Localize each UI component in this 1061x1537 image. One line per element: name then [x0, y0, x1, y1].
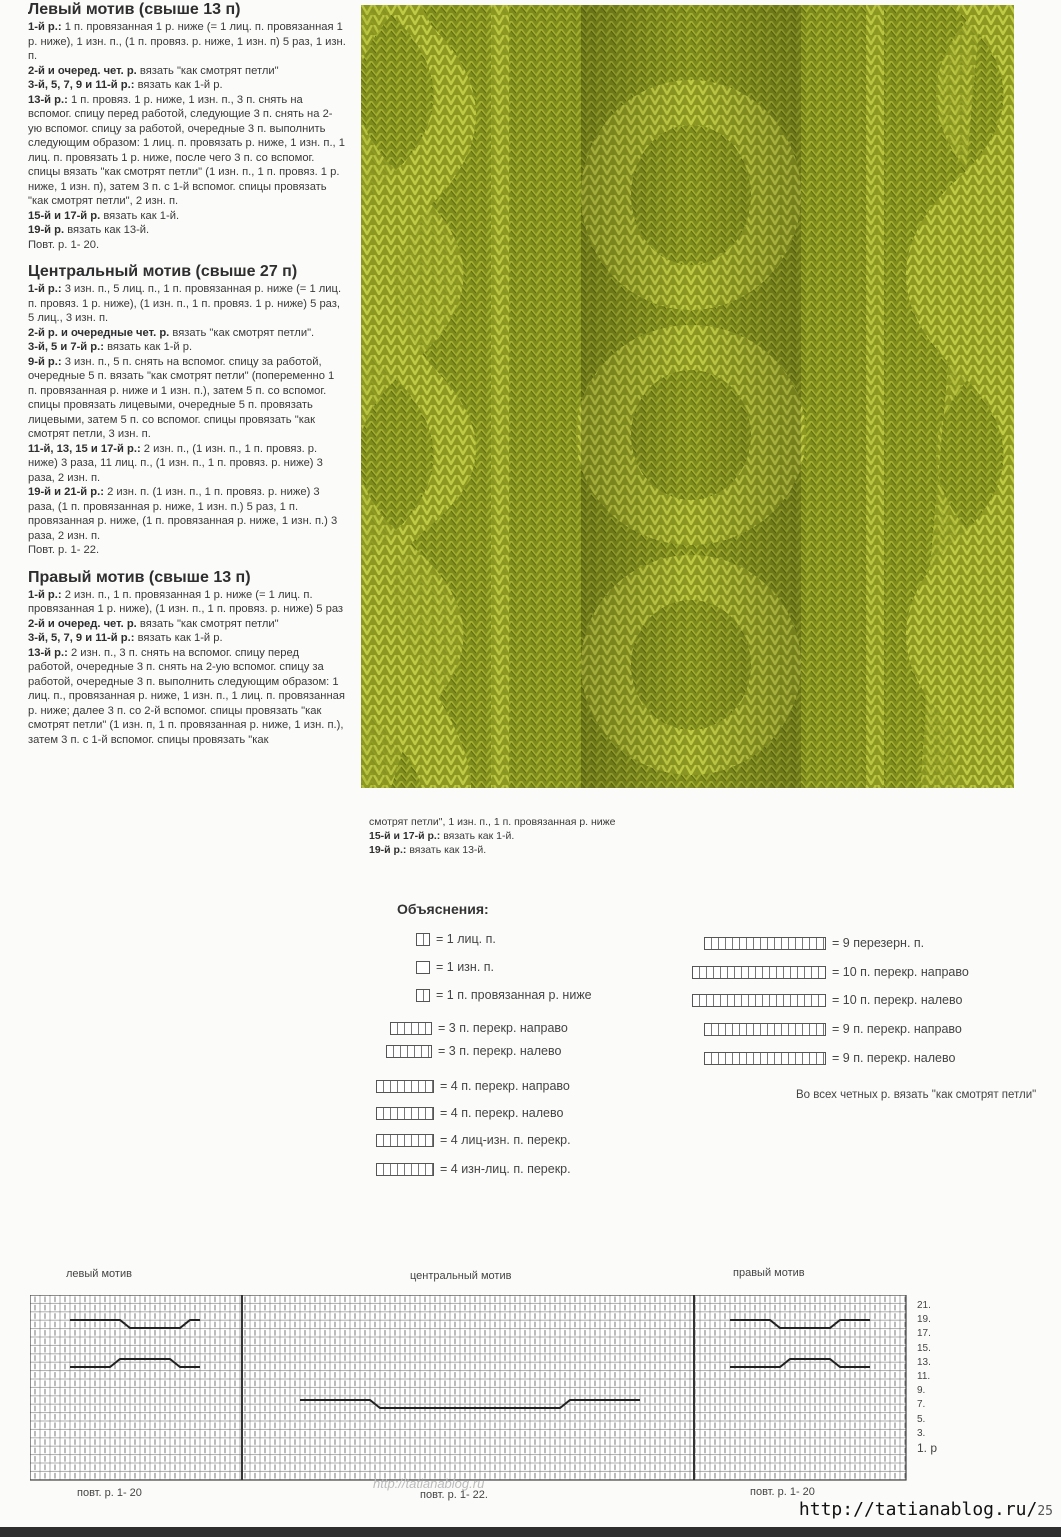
- legend-item: = 4 изн-лиц. п. перекр.: [376, 1162, 571, 1176]
- cable-9-cross-icon: [704, 937, 826, 950]
- cable-4-knit-purl-icon: [376, 1134, 434, 1147]
- instruction-row: 19-й р.: вязать как 13-й.: [369, 844, 487, 856]
- knit-stitch-icon: [416, 933, 430, 946]
- legend-item: = 4 п. перекр. направо: [376, 1079, 570, 1093]
- row-number: 11.: [917, 1371, 931, 1383]
- legend-item: = 3 п. перекр. направо: [390, 1021, 568, 1035]
- instruction-row: 15-й и 17-й р.: вязать как 1-й.: [369, 830, 515, 842]
- cable-4-purl-knit-icon: [376, 1163, 434, 1176]
- repeat-left: повт. р. 1- 20: [77, 1487, 142, 1499]
- instruction-row: 19-й и 21-й р.: 2 изн. п. (1 изн. п., 1 п. провяз. р. ниже) 3 раза, (1 п. провязанная р. ниже, 1 изн. п.) 5 раз, 1 п. провязанная р. ниже, (1 п. провязанная р. ниже, 1 изн. п.) 3 раза, 2 изн. п.: [28, 486, 338, 542]
- bottom-bar: [0, 1527, 1061, 1537]
- slipped-stitch-icon: [416, 989, 430, 1002]
- repeat-center: повт. р. 1- 22.: [420, 1489, 488, 1501]
- right-rib-column: [866, 5, 884, 788]
- cable-4-left-icon: [376, 1107, 434, 1120]
- knitting-sample-photo: [361, 5, 1014, 788]
- repeat-note: Повт. р. 1- 20.: [28, 238, 100, 251]
- right-motif-section: [28, 570, 346, 748]
- continuation-text: [369, 815, 669, 857]
- row-number: 15.: [917, 1342, 931, 1354]
- left-motif-section: [28, 2, 346, 252]
- row-number: 13.: [917, 1356, 931, 1368]
- instruction-row: 15-й и 17-й р. вязать как 1-й.: [28, 209, 180, 222]
- legend-item: = 9 п. перекр. направо: [704, 1022, 962, 1036]
- legend-item: = 9 перезерн. п.: [704, 936, 924, 950]
- instruction-row: 19-й р. вязать как 13-й.: [28, 224, 150, 236]
- legend-item: = 4 п. перекр. налево: [376, 1106, 563, 1120]
- instruction-row: 3-й, 5, 7, 9 и 11-й р.: вязать как 1-й р.: [28, 79, 223, 91]
- legend-item: = 10 п. перекр. направо: [692, 965, 969, 979]
- instruction-row: 2-й р. и очередные чет. р. вязать "как смотрят петли".: [28, 326, 315, 339]
- legend-item: = 4 лиц-изн. п. перекр.: [376, 1133, 571, 1147]
- row-number: 3.: [917, 1427, 926, 1439]
- instruction-row: 13-й р.: 2 изн. п., 3 п. снять на вспомог. спицу перед работой, очередные 3 п. снять на 2-ую вспомог. спицу за работой, очередные 3 п. выполнить следующим образом: 1 лиц. п., провязанная р. ниже, 1 изн. п., 1 лиц. п. провязанная р. ниже; далее 3 п. со 2-й вспомог. спицы провязать "как смотрят петли" (1 изн. п, 1 п. провязанная р. ниже, 1 изн. п.), затем 3 п. с 1-й вспомог. спицы провязать "как: [28, 646, 345, 746]
- instruction-row: 2-й и очеред. чет. р. вязать "как смотрят петли": [28, 64, 279, 77]
- left-rib-column: [491, 5, 509, 788]
- footer-url: http://tatianablog.ru/25: [798, 1499, 1053, 1520]
- left-motif-title: Левый мотив (свыше 13 п): [28, 1, 241, 18]
- instruction-row: 11-й, 13, 15 и 17-й р.: 2 изн. п., (1 изн. п., 1 п. провяз. р. ниже) 3 раза, 11 лиц. п., (1 изн. п., 1 п. провяз. р. ниже) 3 раза, 2 изн. п.: [28, 442, 323, 484]
- page-number: 25: [1037, 1504, 1053, 1519]
- purl-stitch-icon: [416, 961, 430, 974]
- row-number: 1. р: [917, 1441, 938, 1456]
- legend-item: = 3 п. перекр. налево: [386, 1044, 561, 1058]
- repeat-right: повт. р. 1- 20: [750, 1486, 815, 1498]
- legend-item: = 10 п. перекр. налево: [692, 993, 962, 1007]
- legend-item: = 1 изн. п.: [416, 960, 494, 974]
- instruction-row: 3-й, 5 и 7-й р.: вязать как 1-й р.: [28, 341, 193, 353]
- instruction-row: 13-й р.: 1 п. провяз. 1 р. ниже, 1 изн. п., 3 п. снять на вспомог. спицу перед работой, следующие 3 п. снять на 2-ую вспомог. спицу за работой, очередные 3 п. выполнить следующим образом: 1 лиц. п. провязать р. ниже, 1 изн. п., 1 лиц. п. провязать 1 р. ниже, после чего 3 п. со вспомог. спицы вязать "как смотрят петли" (1 изн. п., 1 п. провяз. 1 р. ниже, 1 изн. п), затем 3 п. с 1-й вспомог. спицы провязать "как смотрят петли", 2 изн. п.: [28, 93, 345, 207]
- central-motif-title: Центральный мотив (свыше 27 п): [28, 263, 298, 280]
- knitting-chart-grid: [30, 1295, 910, 1481]
- instruction-row: 2-й и очеред. чет. р. вязать "как смотрят петли": [28, 617, 279, 630]
- even-rows-note: Во всех четных р. вязать "как смотрят петли": [796, 1089, 1037, 1101]
- right-motif-title: Правый мотив (свыше 13 п): [28, 568, 251, 586]
- chart-label-left: левый мотив: [66, 1268, 132, 1280]
- row-number: 21.: [917, 1300, 931, 1311]
- cable-9-right-icon: [704, 1023, 826, 1036]
- cable-3-left-icon: [386, 1045, 432, 1058]
- cable-3-right-icon: [390, 1022, 432, 1035]
- central-motif-section: [28, 264, 346, 558]
- row-number: 9.: [917, 1385, 926, 1397]
- instruction-row: 1-й р.: 1 п. провязанная 1 р. ниже (= 1 лиц. п. провязанная 1 р. ниже), 1 изн. п., (1 п. провяз. р. ниже, 1 изн. п) 5 раз, 1 изн. п.: [28, 21, 346, 62]
- row-number: 5.: [917, 1413, 926, 1425]
- continuation-line: смотрят петли", 1 изн. п., 1 п. провязанная р. ниже: [369, 816, 616, 828]
- instruction-row: 9-й р.: 3 изн. п., 5 п. снять на вспомог. спицу за работой, очередные 5 п. вязать "как смотрят петли" (попеременно 1 п. провязанная р. ниже и 1 изн. п.), затем 5 п. со вспомог. спицы провязать лицевыми, очередные 5 п. провязать лицевыми, затем 5 п. со вспомог. спицы провязать "как смотрят петли, 3 изн. п.: [28, 355, 335, 440]
- cable-10-right-icon: [692, 966, 826, 979]
- repeat-note: Повт. р. 1- 22.: [28, 544, 100, 556]
- chart-label-center: центральный мотив: [410, 1270, 512, 1282]
- instruction-row: 3-й, 5, 7, 9 и 11-й р.: вязать как 1-й р.: [28, 632, 223, 644]
- explanations-title: Объяснения:: [397, 901, 489, 917]
- row-number: 19.: [917, 1314, 931, 1326]
- chart-label-right: правый мотив: [733, 1267, 805, 1279]
- row-number: 17.: [917, 1328, 931, 1340]
- instruction-row: 1-й р.: 2 изн. п., 1 п. провязанная 1 р. ниже (= 1 лиц. п. провязанная 1 р. ниже), (1 изн. п., 1 п. провяз. р. ниже) 5 раз: [28, 588, 344, 615]
- legend-item: = 1 лиц. п.: [416, 932, 496, 946]
- watermark: http://tatianablog.ru: [373, 1476, 485, 1491]
- central-cable: [576, 5, 806, 788]
- legend-item: = 1 п. провязанная р. ниже: [416, 988, 626, 1002]
- cable-10-left-icon: [692, 994, 826, 1007]
- instructions-column: [28, 2, 346, 755]
- chart-row-numbers: [917, 1299, 967, 1455]
- legend-item: = 9 п. перекр. налево: [704, 1051, 955, 1065]
- instruction-row: 1-й р.: 3 изн. п., 5 лиц. п., 1 п. провязанная р. ниже (= 1 лиц. п. провяз. 1 р. ниже), (1 изн. п., 1 п. провяз. 1 р. ниже) 5 раз, 5 лиц., 3 изн. п.: [28, 283, 342, 324]
- cable-knit-illustration: [361, 5, 1014, 788]
- cable-4-right-icon: [376, 1080, 434, 1093]
- cable-9-left-icon: [704, 1052, 826, 1065]
- row-number: 7.: [917, 1399, 926, 1411]
